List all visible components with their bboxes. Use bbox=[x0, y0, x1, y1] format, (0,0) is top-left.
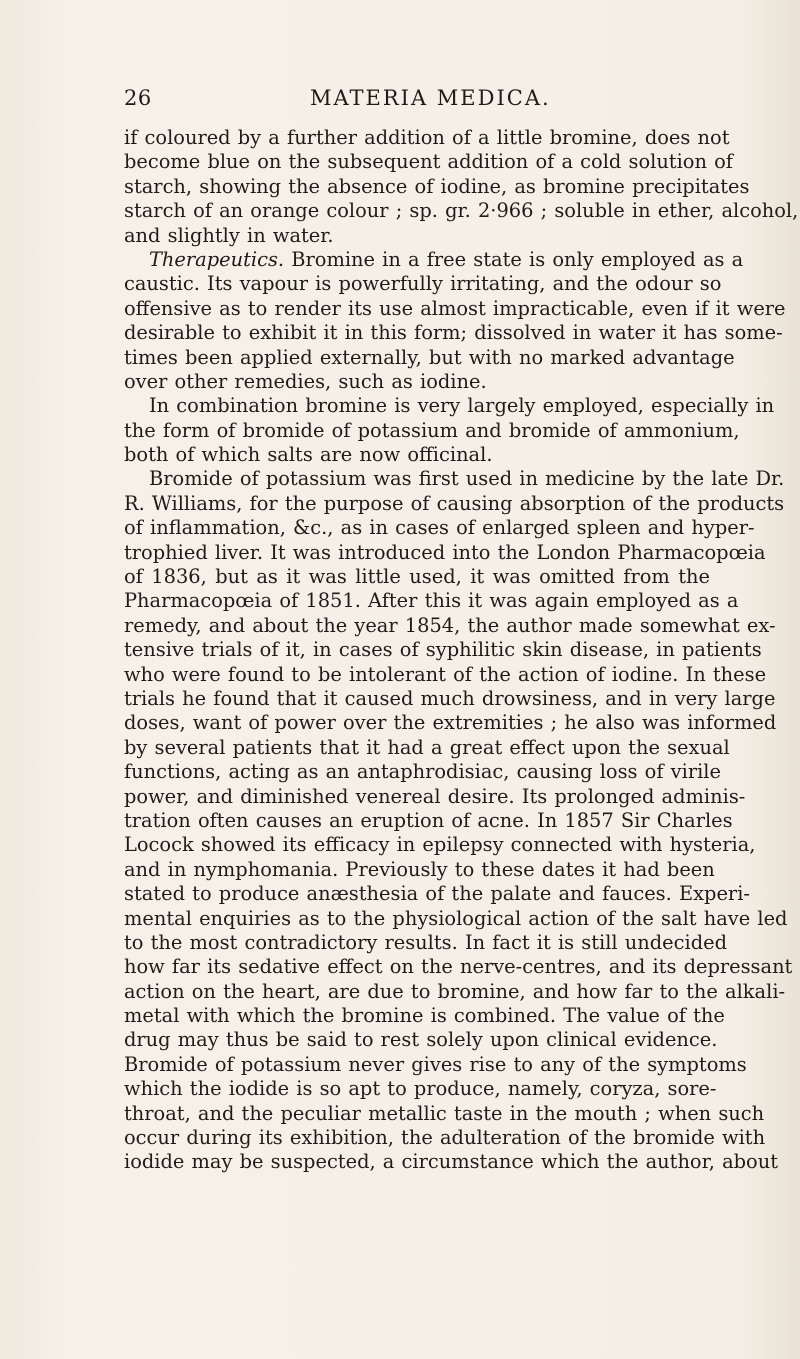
text-line: caustic. Its vapour is powerfully irritating, and the odour so bbox=[124, 272, 722, 296]
text-line: remedy, and about the year 1854, the author made somewhat ex- bbox=[124, 613, 776, 637]
text-line: of 1836, but as it was little used, it was omitted from the bbox=[124, 565, 710, 589]
text-line-segment: Bromine in a free state is only employed as a bbox=[291, 247, 744, 271]
text-line: metal with which the bromine is combined. The value of the bbox=[124, 1004, 725, 1028]
text-line: tration often causes an eruption of acne. In 1857 Sir Charles bbox=[124, 808, 733, 832]
text-line: by several patients that it had a great effect upon the sexual bbox=[124, 735, 730, 759]
running-title: MATERIA MEDICA. bbox=[310, 86, 551, 110]
text-line: mental enquiries as to the physiological action of the salt have led bbox=[124, 906, 788, 930]
text-line: Locock showed its efficacy in epilepsy connected with hysteria, bbox=[124, 833, 756, 857]
text-line: over other remedies, such as iodine. bbox=[124, 369, 487, 393]
text-line: power, and diminished venereal desire. Its prolonged adminis- bbox=[124, 784, 746, 808]
text-line: tensive trials of it, in cases of syphilitic skin disease, in patients bbox=[124, 638, 762, 662]
text-line: both of which salts are now officinal. bbox=[124, 443, 493, 467]
text-line: iodide may be suspected, a circumstance which the author, about bbox=[124, 1150, 779, 1174]
page-number: 26 bbox=[124, 86, 152, 110]
text-line: In combination bromine is very largely employed, especially in bbox=[149, 394, 775, 418]
text-line: offensive as to render its use almost impracticable, even if it were bbox=[124, 296, 786, 320]
text-line: drug may thus be said to rest solely upon clinical evidence. bbox=[124, 1028, 718, 1052]
text-line: action on the heart, are due to bromine, and how far to the alkali- bbox=[124, 979, 786, 1003]
text-line: throat, and the peculiar metallic taste in the mouth ; when such bbox=[124, 1101, 765, 1125]
text-line: stated to produce anæsthesia of the palate and fauces. Experi- bbox=[124, 882, 750, 906]
text-line: and slightly in water. bbox=[124, 223, 334, 247]
text-line: desirable to exhibit it in this form; dissolved in water it has some- bbox=[124, 321, 783, 345]
text-line: who were found to be intolerant of the action of iodine. In these bbox=[124, 662, 767, 686]
text-line: functions, acting as an antaphrodisiac, causing loss of virile bbox=[124, 760, 721, 784]
text-line: doses, want of power over the extremities ; he also was informed bbox=[124, 711, 777, 735]
text-line: trophied liver. It was introduced into the London Pharmacopœia bbox=[124, 540, 766, 564]
text-line: the form of bromide of potassium and bromide of ammonium, bbox=[124, 418, 740, 442]
text-line: and in nymphomania. Previously to these dates it had been bbox=[124, 857, 715, 881]
text-line: R. Williams, for the purpose of causing absorption of the products bbox=[124, 491, 785, 515]
text-line: Bromide of potassium never gives rise to any of the symptoms bbox=[124, 1052, 747, 1076]
body-text bbox=[124, 126, 799, 1175]
text-line: starch, showing the absence of iodine, as bromine precipitates bbox=[124, 174, 750, 198]
running-head bbox=[124, 86, 710, 116]
text-line: Bromide of potassium was first used in medicine by the late Dr. bbox=[149, 467, 785, 491]
text-line: to the most contradictory results. In fact it is still undecided bbox=[124, 930, 728, 954]
therapeutics-paragraph-start bbox=[124, 247, 744, 272]
text-line: if coloured by a further addition of a little bromine, does not bbox=[124, 126, 730, 149]
text-line: Pharmacopœia of 1851. After this it was again employed as a bbox=[124, 589, 739, 613]
text-line: times been applied externally, but with no marked advantage bbox=[124, 345, 735, 369]
text-line: trials he found that it caused much drowsiness, and in very large bbox=[124, 686, 776, 710]
text-line: which the iodide is so apt to produce, namely, coryza, sore- bbox=[124, 1077, 717, 1101]
therapeutics-heading: Therapeutics. bbox=[149, 247, 285, 271]
text-line: how far its sedative effect on the nerve-centres, and its depressant bbox=[124, 955, 793, 979]
text-line: of inflammation, &c., as in cases of enlarged spleen and hyper- bbox=[124, 516, 755, 540]
text-line: occur during its exhibition, the adulteration of the bromide with bbox=[124, 1126, 766, 1150]
text-line: starch of an orange colour ; sp. gr. 2·966 ; soluble in ether, alcohol, bbox=[124, 199, 799, 223]
text-line: become blue on the subsequent addition of a cold solution of bbox=[124, 150, 733, 174]
